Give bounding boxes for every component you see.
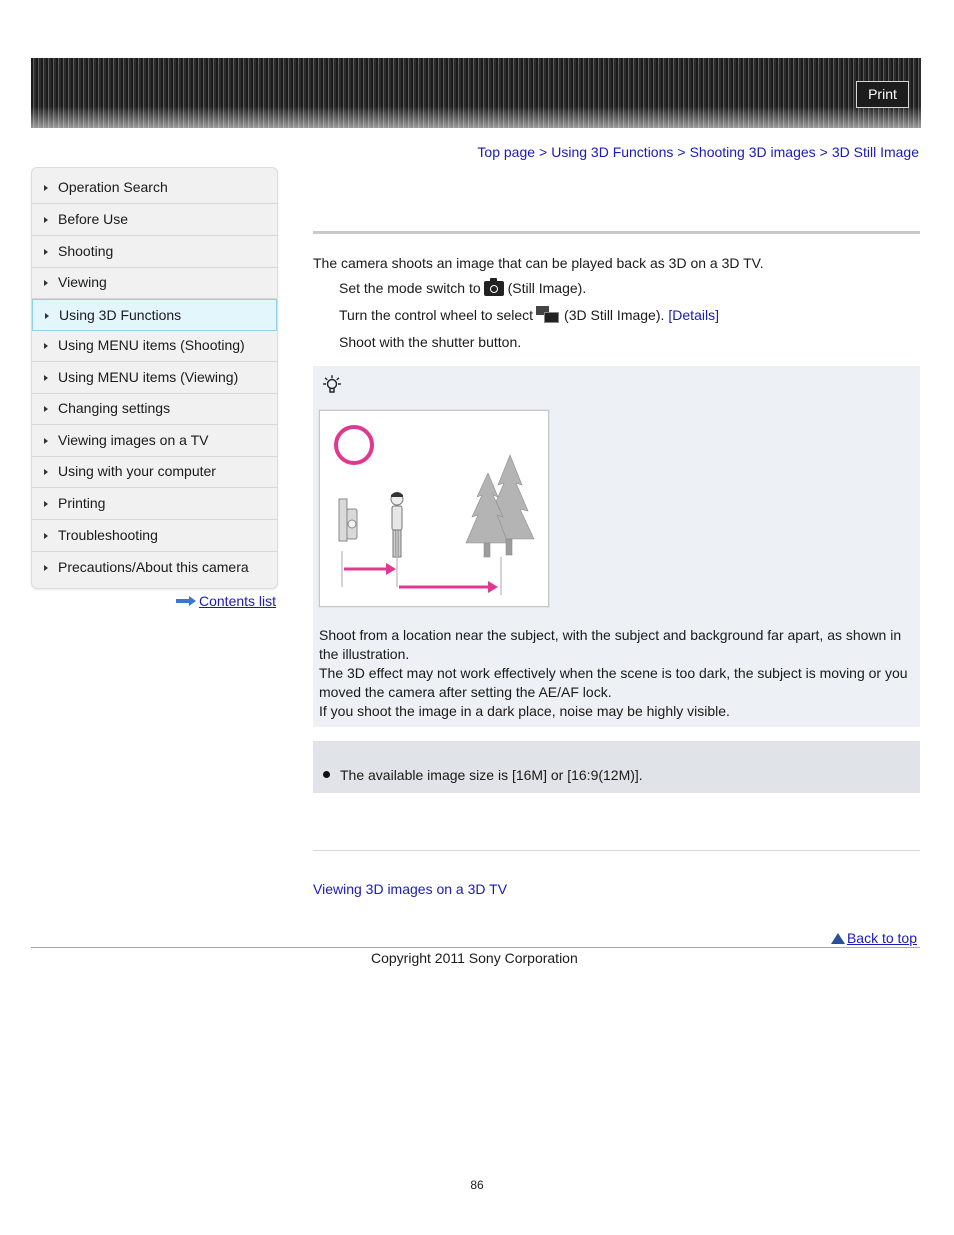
breadcrumb-using-3d-functions[interactable]: Using 3D Functions bbox=[551, 144, 674, 160]
arrow-right-icon bbox=[44, 375, 48, 381]
sidebar-item-label: Troubleshooting bbox=[58, 527, 158, 544]
arrow-right-icon bbox=[44, 280, 48, 286]
note-box bbox=[313, 741, 920, 793]
hint-line: If you shoot the image in a dark place, noise may be highly visible. bbox=[319, 703, 730, 719]
arrow-right-icon bbox=[44, 438, 48, 444]
breadcrumb-top-page[interactable]: Top page bbox=[477, 144, 536, 160]
camera-icon bbox=[484, 281, 504, 296]
sidebar-item-operation-search[interactable] bbox=[32, 172, 277, 204]
sidebar-item-viewing-on-tv[interactable] bbox=[32, 425, 277, 457]
step-text: Set the mode switch to bbox=[339, 280, 481, 296]
arrow-right-icon bbox=[44, 217, 48, 223]
sidebar-item-shooting[interactable] bbox=[32, 236, 277, 268]
sidebar-item-label: Using with your computer bbox=[58, 463, 216, 480]
step-text: Turn the control wheel to select bbox=[339, 307, 534, 323]
sidebar-item-label: Viewing images on a TV bbox=[58, 432, 209, 449]
shooting-distance-illustration bbox=[319, 410, 549, 607]
sidebar-item-label: Using MENU items (Shooting) bbox=[58, 337, 245, 354]
step-1 bbox=[339, 280, 586, 296]
sidebar-item-menu-viewing[interactable] bbox=[32, 362, 277, 394]
hint-line: The 3D effect may not work effectively when the scene is too dark, the subject is moving or you moved the camera after setting the AE/AF lock. bbox=[319, 665, 908, 700]
sidebar-item-changing-settings[interactable] bbox=[32, 393, 277, 425]
sidebar-item-using-with-computer[interactable] bbox=[32, 456, 277, 488]
step-text: Shoot with the shutter button. bbox=[339, 334, 522, 350]
sidebar-item-before-use[interactable] bbox=[32, 204, 277, 236]
sidebar-item-menu-shooting[interactable] bbox=[32, 330, 277, 362]
title-divider bbox=[313, 231, 920, 234]
footer-divider bbox=[31, 947, 920, 948]
details-link[interactable]: [Details] bbox=[668, 307, 719, 323]
back-to-top-link[interactable] bbox=[831, 930, 917, 946]
sidebar-item-label: Viewing bbox=[58, 274, 107, 291]
sidebar-nav bbox=[31, 167, 278, 589]
breadcrumb-3d-still-image[interactable]: 3D Still Image bbox=[831, 144, 919, 160]
lightbulb-icon bbox=[323, 375, 341, 395]
breadcrumb-separator: > bbox=[819, 144, 828, 160]
sidebar-item-label: Changing settings bbox=[58, 400, 171, 417]
sidebar-item-label: Before Use bbox=[58, 211, 129, 228]
arrow-up-icon bbox=[831, 933, 845, 944]
back-to-top-label: Back to top bbox=[846, 930, 917, 946]
arrow-right-icon bbox=[44, 565, 48, 571]
step-3 bbox=[339, 334, 521, 350]
sidebar-item-label: Printing bbox=[58, 495, 106, 512]
hint-line: Shoot from a location near the subject, with the subject and background far apart, as shown in the illustration. bbox=[319, 627, 902, 662]
sidebar-item-troubleshooting[interactable] bbox=[32, 520, 277, 552]
arrow-right-icon bbox=[44, 249, 48, 255]
breadcrumb-shooting-3d-images[interactable]: Shooting 3D images bbox=[689, 144, 816, 160]
step-text: (3D Still Image). bbox=[564, 307, 665, 323]
arrow-right-icon bbox=[44, 185, 48, 191]
arrow-right-icon bbox=[44, 501, 48, 507]
hint-text bbox=[319, 626, 917, 721]
bullet-icon bbox=[323, 771, 330, 778]
header-banner bbox=[31, 58, 921, 128]
contents-list-link[interactable] bbox=[176, 593, 276, 609]
related-topic-link[interactable]: Viewing 3D images on a 3D TV bbox=[313, 881, 508, 897]
sidebar-item-precautions[interactable] bbox=[32, 551, 277, 583]
note-text: The available image size is [16M] or [16:9(12M)]. bbox=[340, 767, 643, 783]
breadcrumb bbox=[477, 144, 919, 160]
arrow-right-icon bbox=[45, 313, 49, 319]
copyright: Copyright 2011 Sony Corporation bbox=[371, 950, 578, 966]
arrow-right-icon bbox=[44, 343, 48, 349]
hint-box bbox=[313, 366, 920, 727]
step-text: (Still Image). bbox=[507, 280, 587, 296]
sidebar-item-label: Operation Search bbox=[58, 179, 168, 196]
breadcrumb-separator: > bbox=[677, 144, 686, 160]
sidebar-item-label: Using 3D Functions bbox=[59, 306, 182, 323]
contents-list-label: Contents list bbox=[199, 593, 277, 609]
print-button[interactable]: Print bbox=[856, 81, 909, 108]
sidebar-item-label: Using MENU items (Viewing) bbox=[58, 369, 239, 386]
related-divider bbox=[313, 850, 920, 851]
3d-still-image-icon bbox=[536, 306, 560, 324]
page-number: 86 bbox=[470, 1178, 484, 1192]
arrow-right-icon bbox=[44, 469, 48, 475]
arrow-right-icon bbox=[44, 406, 48, 412]
arrow-right-icon bbox=[176, 597, 196, 605]
intro-text: The camera shoots an image that can be played back as 3D on a 3D TV. bbox=[313, 255, 764, 271]
sidebar-item-using-3d-functions[interactable] bbox=[32, 299, 277, 331]
sidebar-item-label: Shooting bbox=[58, 243, 114, 260]
arrow-right-icon bbox=[44, 533, 48, 539]
sidebar-item-printing[interactable] bbox=[32, 488, 277, 520]
step-2 bbox=[339, 306, 719, 324]
breadcrumb-separator: > bbox=[539, 144, 548, 160]
sidebar-item-label: Precautions/About this camera bbox=[58, 558, 249, 575]
sidebar-item-viewing[interactable] bbox=[32, 267, 277, 299]
